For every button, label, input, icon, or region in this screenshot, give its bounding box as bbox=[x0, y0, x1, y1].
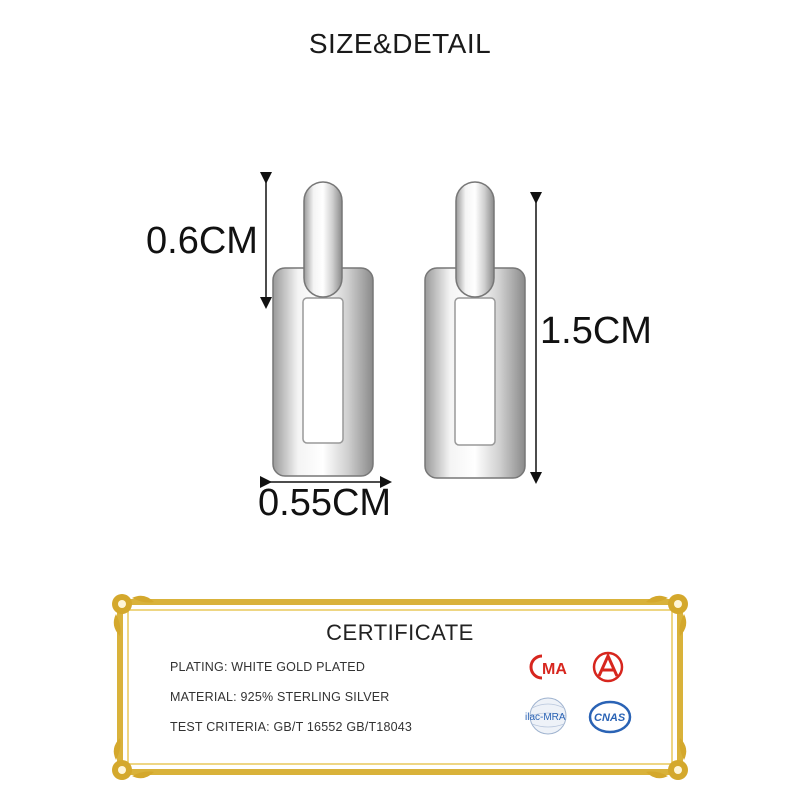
criteria-text: TEST CRITERIA: GB/T 16552 GB/T18043 bbox=[170, 720, 413, 734]
dimension-label-width: 0.55CM bbox=[258, 482, 392, 524]
page-title: SIZE&DETAIL bbox=[308, 28, 492, 59]
cnas-logo-text: CNAS bbox=[594, 712, 626, 724]
material-text: MATERIAL: 925% STERLING SILVER bbox=[170, 690, 390, 704]
cnas-logo-icon bbox=[588, 700, 632, 734]
ilac-mra-logo-icon bbox=[522, 696, 578, 738]
cma-logo-text: MA bbox=[542, 661, 567, 678]
certificate-card bbox=[110, 592, 690, 782]
plating-text: PLATING: WHITE GOLD PLATED bbox=[170, 660, 366, 674]
right-earring bbox=[425, 182, 525, 478]
certificate-title: CERTIFICATE bbox=[326, 620, 474, 645]
cal-logo-icon bbox=[590, 649, 626, 685]
ilac-logo-text: ilac-MRA bbox=[525, 712, 566, 723]
left-earring bbox=[273, 182, 373, 476]
cma-logo-icon bbox=[528, 652, 578, 682]
dimension-label-total-height: 1.5CM bbox=[540, 310, 652, 352]
dimension-label-top-height: 0.6CM bbox=[146, 220, 258, 262]
